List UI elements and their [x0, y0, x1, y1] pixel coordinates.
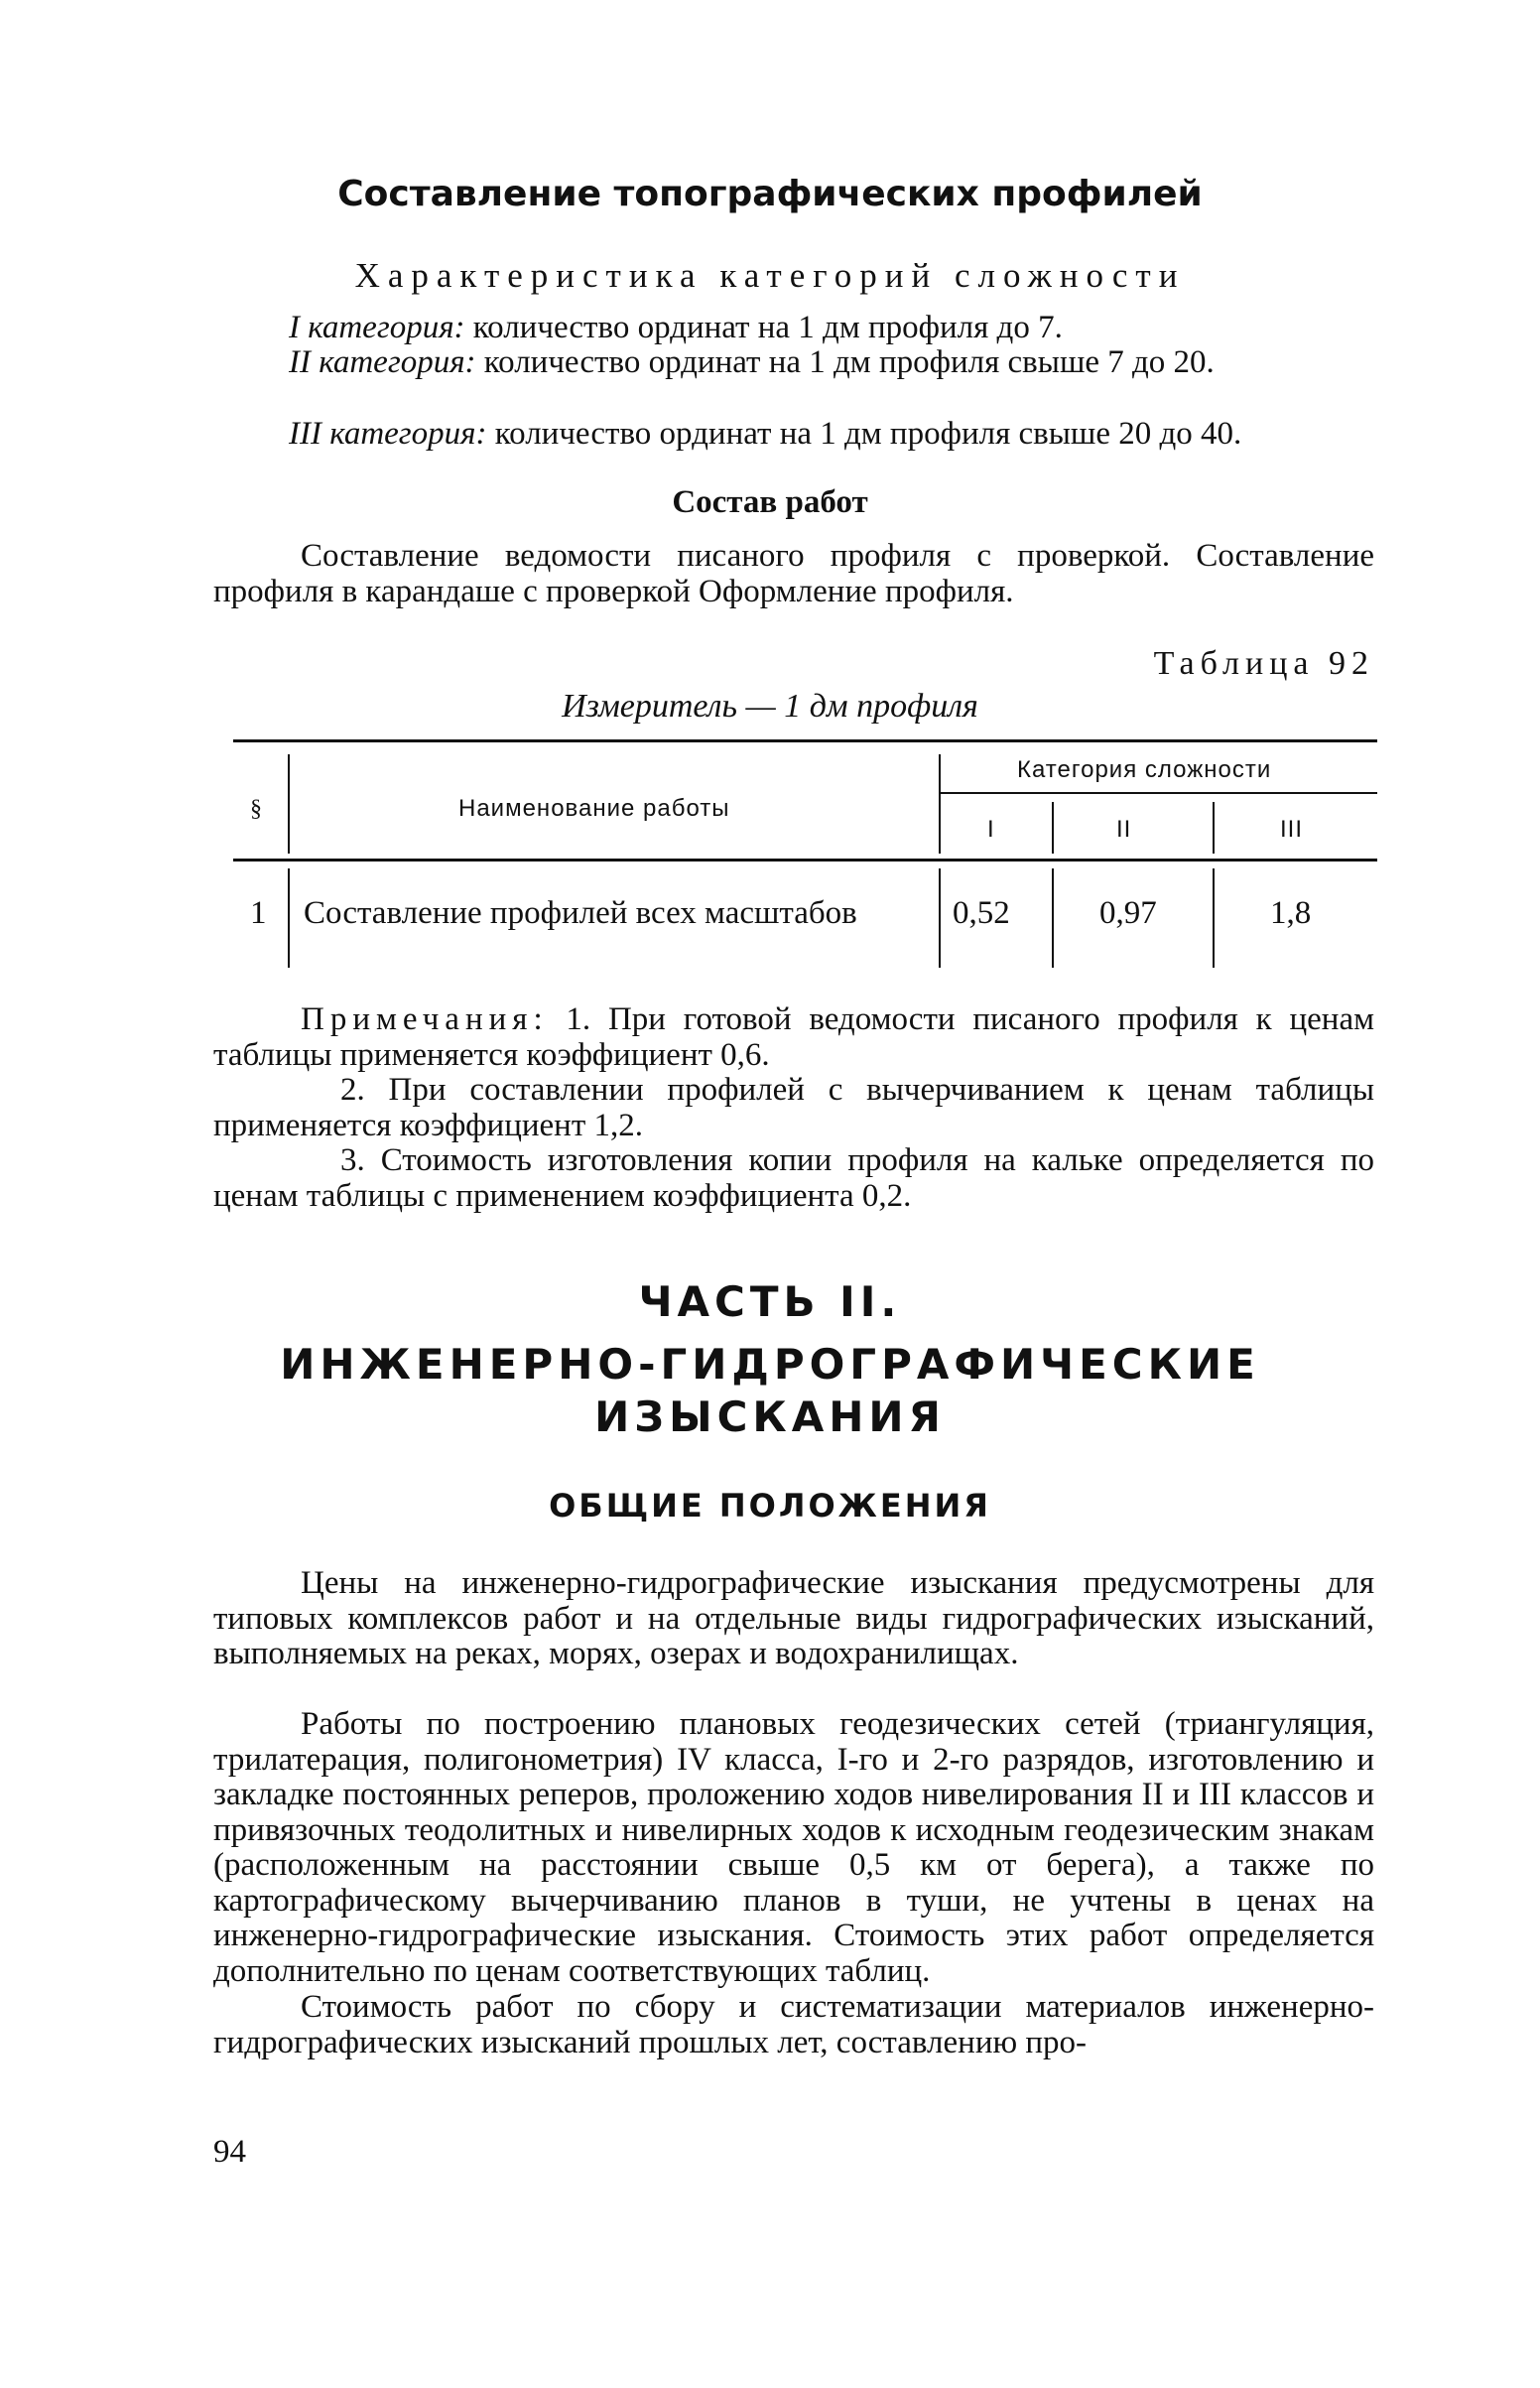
row-value-1: 0,52: [953, 895, 1010, 931]
work-heading: Состав работ: [672, 484, 868, 520]
col-header-group: Категория сложности: [1017, 756, 1272, 783]
category-2: [213, 345, 1374, 381]
paragraph-2: Работы по построению плановых геодезических сетей (триангуляция, трилатерация, полигонометрия) IV класса, I-го и 2-го разрядов, изготовлению и закладке постоянных реперов, проложению ходов нивелирования II и III классов и привязочных теодолитных и нивелирных ходов к исходным геодезическим знакам (расположенным на расстоянии свыше 0,5 км от берега), а также по картографическому вычерчиванию планов в туши, не учтены в ценах на инженерно-гидрографические изыскания. Стоимость этих работ определяется дополнительно по ценам соответствующих таблиц.: [213, 1706, 1374, 1989]
note-1: Примечания: 1. При готовой ведомости писаного профиля к ценам таблицы применяется коэффициент 0,6.: [213, 1001, 1374, 1073]
col-header-cat-1: I: [987, 816, 995, 843]
general-heading: ОБЩИЕ ПОЛОЖЕНИЯ: [549, 1487, 991, 1525]
col-header-cat-3: III: [1280, 816, 1304, 843]
category-2-label: II категория:: [289, 344, 476, 380]
category-1-text: количество ординат на 1 дм профиля до 7.: [472, 310, 1063, 345]
page-number: 94: [213, 2134, 246, 2170]
row-num: 1: [250, 895, 267, 931]
paragraph-3: Стоимость работ по сбору и систематизации материалов инженерно-гидрографических изысканий прошлых лет, составлению про-: [213, 1989, 1374, 2060]
col-header-name: Наименование работы: [458, 795, 730, 822]
paragraph-1: Цены на инженерно-гидрографические изыскания предусмотрены для типовых комплексов работ и на отдельные виды гидрографических изысканий, выполняемых на реках, морях, озерах и водохранилищах.: [213, 1565, 1374, 1671]
col-header-cat-2: II: [1116, 816, 1132, 843]
part-number: ЧАСТЬ II.: [638, 1277, 902, 1326]
characteristics-heading: Характеристика категорий сложности: [354, 256, 1186, 295]
note-3: 3. Стоимость изготовления копии профиля на кальке определяется по ценам таблицы с применением коэффициента 0,2.: [213, 1142, 1374, 1214]
category-3: [213, 417, 1374, 453]
row-value-3: 1,8: [1270, 895, 1312, 931]
row-value-2: 0,97: [1099, 895, 1157, 931]
part-title-line-1: ИНЖЕНЕРНО-ГИДРОГРАФИЧЕСКИЕ: [280, 1340, 1260, 1389]
note-2: 2. При составлении профилей с вычерчиванием к ценам таблицы применяется коэффициент 1,2.: [213, 1072, 1374, 1143]
category-3-text: количество ординат на 1 дм профиля свыше 20 до 40.: [494, 416, 1242, 452]
notes-label: Примечания:: [301, 1001, 549, 1037]
category-3-label: III категория:: [289, 416, 487, 452]
category-1: [213, 311, 1374, 346]
work-text: Составление ведомости писаного профиля с проверкой. Составление профиля в карандаше с проверкой Оформление профиля.: [213, 538, 1374, 609]
category-1-label: I категория:: [289, 310, 465, 345]
section-title: Составление топографических профилей: [337, 174, 1203, 214]
col-header-num: §: [250, 796, 262, 822]
table-measure: Измеритель — 1 дм профиля: [562, 688, 978, 725]
category-2-text: количество ординат на 1 дм профиля свыше 7 до 20.: [483, 344, 1215, 380]
row-name: Составление профилей всех масштабов: [304, 895, 857, 931]
part-title-line-2: ИЗЫСКАНИЯ: [594, 1393, 946, 1441]
table-caption: Таблица 92: [1153, 645, 1374, 682]
